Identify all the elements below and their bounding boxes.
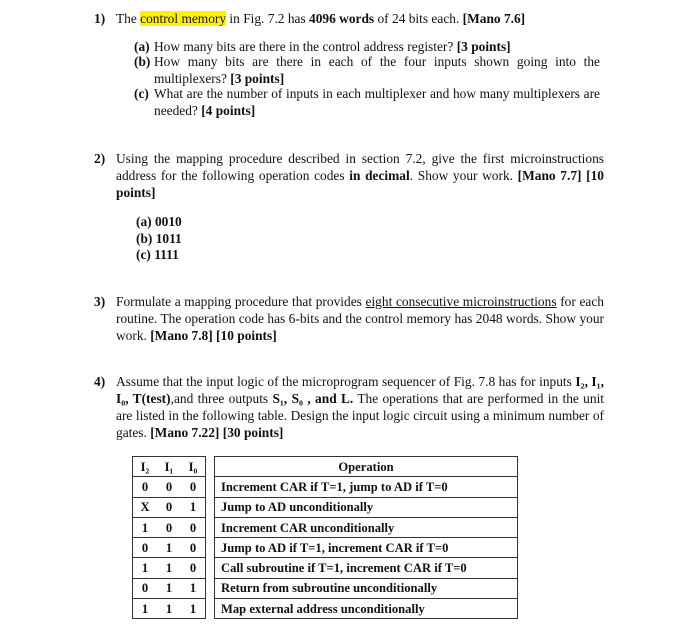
- question-text: [116, 293, 604, 344]
- cell-i0: 0: [181, 558, 206, 578]
- bold-text: 4096 words: [309, 11, 375, 26]
- points: [3 points]: [230, 71, 285, 86]
- op-code: (a) 0010: [136, 214, 182, 229]
- table-row: [133, 517, 518, 537]
- cell-i1: 0: [157, 517, 181, 537]
- cell-i1: 1: [157, 558, 181, 578]
- header-i0: I₀: [181, 457, 206, 477]
- cell-i0: 0: [181, 477, 206, 497]
- cell-i2: 1: [133, 517, 158, 537]
- table-row: [133, 578, 518, 598]
- question-text: [116, 10, 604, 27]
- text-run: Formulate a mapping procedure that provides: [116, 294, 366, 309]
- cell-operation: Return from subroutine unconditionally: [215, 578, 518, 598]
- cell-operation: Increment CAR unconditionally: [215, 517, 518, 537]
- reference: [Mano 7.6]: [462, 11, 526, 26]
- cell-i1: 1: [157, 538, 181, 558]
- text-run: The operations that are performed in the unit are listed in the following table. Design the input logic circuit using a minimum number of gates.: [116, 391, 605, 440]
- underlined-text: eight consecutive microinstructions: [365, 294, 557, 309]
- table-header-row: [133, 457, 518, 477]
- cell-i1: 1: [157, 599, 181, 619]
- bold-text: S₁, S₀ , and L.: [272, 391, 354, 406]
- header-i2: I₂: [133, 457, 158, 477]
- points: [3 points]: [456, 39, 511, 54]
- part-text: What are the number of inputs in each multiplexer and how many multiplexers are needed?: [154, 86, 600, 118]
- points: [4 points]: [201, 103, 256, 118]
- part-text: How many bits are there in each of the four inputs shown going into the multiplexers?: [154, 54, 600, 86]
- cell-i2: 1: [133, 599, 158, 619]
- part-label: (a): [134, 39, 150, 54]
- cell-i1: 0: [157, 497, 181, 517]
- table-row: [133, 599, 518, 619]
- question-4: [94, 373, 604, 441]
- reference: [Mano 7.8] [10 points]: [150, 328, 277, 343]
- text-run: for each routine. The operation code has 6-bits and the control memory has 2048 words. Show your work.: [116, 294, 605, 343]
- question-1: [94, 10, 604, 27]
- question-2: [94, 150, 604, 201]
- bold-text: I₂, I₁, I₀, T(test): [116, 374, 605, 406]
- cell-i2: 1: [133, 558, 158, 578]
- bold-text: in decimal: [349, 168, 410, 183]
- cell-i0: 1: [181, 578, 206, 598]
- highlighted-text: control memory: [140, 11, 227, 26]
- reference: [Mano 7.22] [30 points]: [150, 425, 284, 440]
- question-text: [116, 373, 604, 441]
- question-number: 2): [94, 151, 106, 166]
- cell-i0: 0: [181, 517, 206, 537]
- question-3: [94, 293, 604, 344]
- reference: [Mano 7.7] [10 points]: [116, 168, 604, 200]
- q1-part-b: [134, 53, 600, 87]
- text-run: The: [116, 11, 141, 26]
- part-label: (c): [134, 86, 149, 101]
- cell-i2: X: [133, 497, 158, 517]
- cell-i0: 1: [181, 497, 206, 517]
- text-run: ,and three outputs: [170, 391, 273, 406]
- cell-i2: 0: [133, 578, 158, 598]
- question-number: 4): [94, 374, 106, 389]
- table-row: [133, 477, 518, 497]
- cell-operation: Jump to AD unconditionally: [215, 497, 518, 517]
- text-run: . Show your work.: [409, 168, 518, 183]
- cell-i1: 1: [157, 578, 181, 598]
- part-label: (b): [134, 54, 151, 69]
- op-code-list: [136, 214, 182, 264]
- text-run: Using the mapping procedure described in section 7.2, give the first microinstructions address for the following operation codes: [116, 151, 604, 183]
- cell-i2: 0: [133, 477, 158, 497]
- cell-i1: 0: [157, 477, 181, 497]
- cell-i2: 0: [133, 538, 158, 558]
- question-number: 3): [94, 294, 106, 309]
- operations-table: [132, 456, 518, 619]
- cell-operation: Increment CAR if T=1, jump to AD if T=0: [215, 477, 518, 497]
- cell-i0: 1: [181, 599, 206, 619]
- text-run: of: [374, 11, 392, 26]
- text-run: Assume that the input logic of the microprogram sequencer of Fig. 7.8 has for inputs: [116, 374, 576, 389]
- part-text: How many bits are there in the control address register?: [154, 39, 457, 54]
- header-i1: I₁: [157, 457, 181, 477]
- table-row: [133, 497, 518, 517]
- q1-part-c: [134, 85, 600, 119]
- op-code: (b) 1011: [136, 230, 182, 246]
- question-number: 1): [94, 11, 106, 26]
- question-text: [116, 150, 604, 201]
- op-code: (c) 1111: [136, 247, 179, 262]
- cell-operation: Map external address unconditionally: [215, 599, 518, 619]
- text-run: 24: [392, 11, 406, 26]
- header-operation: Operation: [215, 457, 518, 477]
- table-row: [133, 538, 518, 558]
- text-run: bits each.: [405, 11, 463, 26]
- cell-operation: Call subroutine if T=1, increment CAR if T=0: [215, 558, 518, 578]
- cell-operation: Jump to AD if T=1, increment CAR if T=0: [215, 538, 518, 558]
- table-row: [133, 558, 518, 578]
- text-run: in Fig. 7.2 has: [226, 11, 310, 26]
- cell-i0: 0: [181, 538, 206, 558]
